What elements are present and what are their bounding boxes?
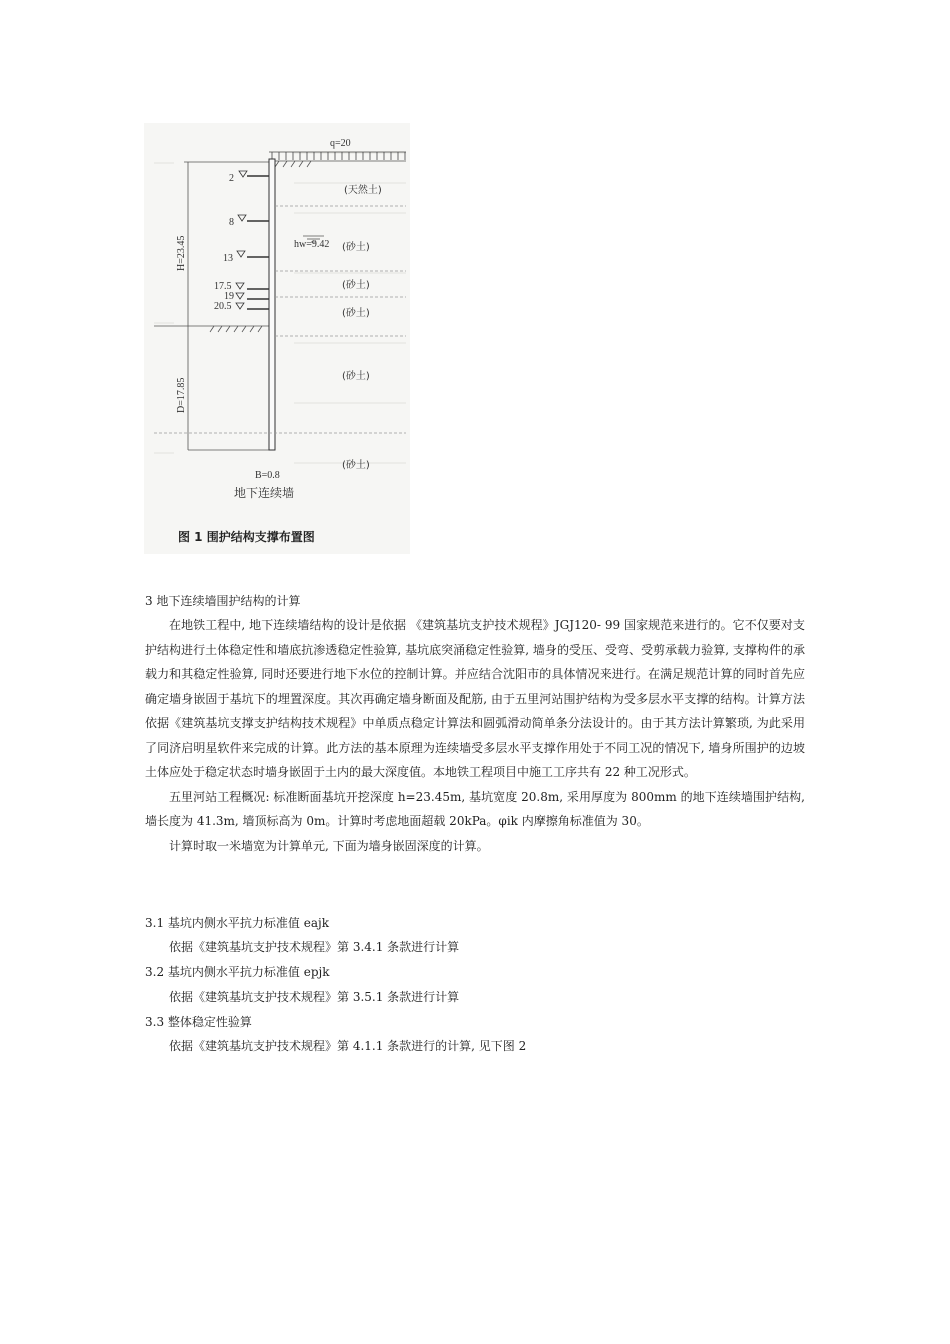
subsection-body: 依据《建筑基坑支护技术规程》第 3.4.1 条款进行计算 xyxy=(169,940,460,954)
support-layout-figure xyxy=(144,123,410,554)
wall-label: 地下连续墙 xyxy=(234,486,295,500)
wall-width-label: B=0.8 xyxy=(255,470,280,481)
soil-label: (砂土) xyxy=(342,371,370,382)
depth-label: 2 xyxy=(229,173,234,184)
load-label: q=20 xyxy=(330,138,351,149)
section-heading: 3 地下连续墙围护结构的计算 xyxy=(145,594,301,608)
depth-label: 19 xyxy=(224,291,234,302)
section-body xyxy=(145,613,805,858)
subsection-body: 依据《建筑基坑支护技术规程》第 3.5.1 条款进行计算 xyxy=(169,990,460,1004)
D-dimension-label: D=17.85 xyxy=(176,377,187,413)
soil-label: (砂土) xyxy=(342,460,370,471)
soil-label: (砂土) xyxy=(342,242,370,253)
soil-label: (砂土) xyxy=(342,280,370,291)
depth-label: 17.5 xyxy=(214,281,232,292)
paragraph: 五里河站工程概况: 标准断面基坑开挖深度 h=23.45m, 基坑宽度 20.8m, 采用厚度为 800mm 的地下连续墙围护结构, 墙长度为 41.3m, 墙顶标高为 0m。计算时考虑地面超载 20kPa。φik 内摩擦角标准值为 30。 xyxy=(145,789,805,828)
level-marker-icons xyxy=(236,171,247,309)
subsection-body: 依据《建筑基坑支护技术规程》第 4.1.1 条款进行的计算, 见下图 2 xyxy=(169,1039,527,1053)
soil-label: (天然土) xyxy=(344,185,382,196)
figure-caption: 图 1 围护结构支撑布置图 xyxy=(178,530,315,544)
paragraph: 在地铁工程中, 地下连续墙结构的设计是依据 《建筑基坑支护技术规程》JGJ120- 99 国家规范来进行的。它不仅要对支护结构进行土体稳定性和墙底抗渗透稳定性验算, 基坑底突涌稳定性验算, 墙身的受压、受弯、受剪承载力验算, 支撑构件的承载力和其稳定性验算, 同时还要进行地下水位的控制计算。并应结合沈阳市的具体情况来进行。在满足规范计算的同时首先应确定墙身嵌固于基坑下的埋置深度。其次再确定墙身断面及配筋, 由于五里河站围护结构为受多层水平支撑的结构。计算方法依据《建筑基坑支撑支护结构技术规程》中单质点稳定计算法和圆弧滑动简单条分法设计的。由于其方法计算繁琐, 为此采用了同济启明星软件来完成的计算。此方法的基本原理为连续墙受多层水平支撑作用处于不同工况的情况下, 墙身所围护的边坡土体应处于稳定状态时墙身嵌固于土内的最大深度值。本地铁工程项目中施工工序共有 22 种工况形式。 xyxy=(145,618,805,779)
depth-label: 13 xyxy=(223,253,233,264)
subsection-heading: 3.3 整体稳定性验算 xyxy=(145,1015,252,1029)
depth-label: 20.5 xyxy=(214,301,232,312)
water-level-label: hw=9.42 xyxy=(294,239,330,250)
diaphragm-wall xyxy=(269,159,275,450)
soil-label: (砂土) xyxy=(342,308,370,319)
paragraph: 计算时取一米墙宽为计算单元, 下面为墙身嵌固深度的计算。 xyxy=(169,838,489,853)
depth-label: 8 xyxy=(229,217,234,228)
subsection-heading: 3.1 基坑内侧水平抗力标准值 eajk xyxy=(145,916,329,930)
subsection-heading: 3.2 基坑内侧水平抗力标准值 epjk xyxy=(145,965,330,979)
H-dimension-label: H=23.45 xyxy=(176,235,187,271)
